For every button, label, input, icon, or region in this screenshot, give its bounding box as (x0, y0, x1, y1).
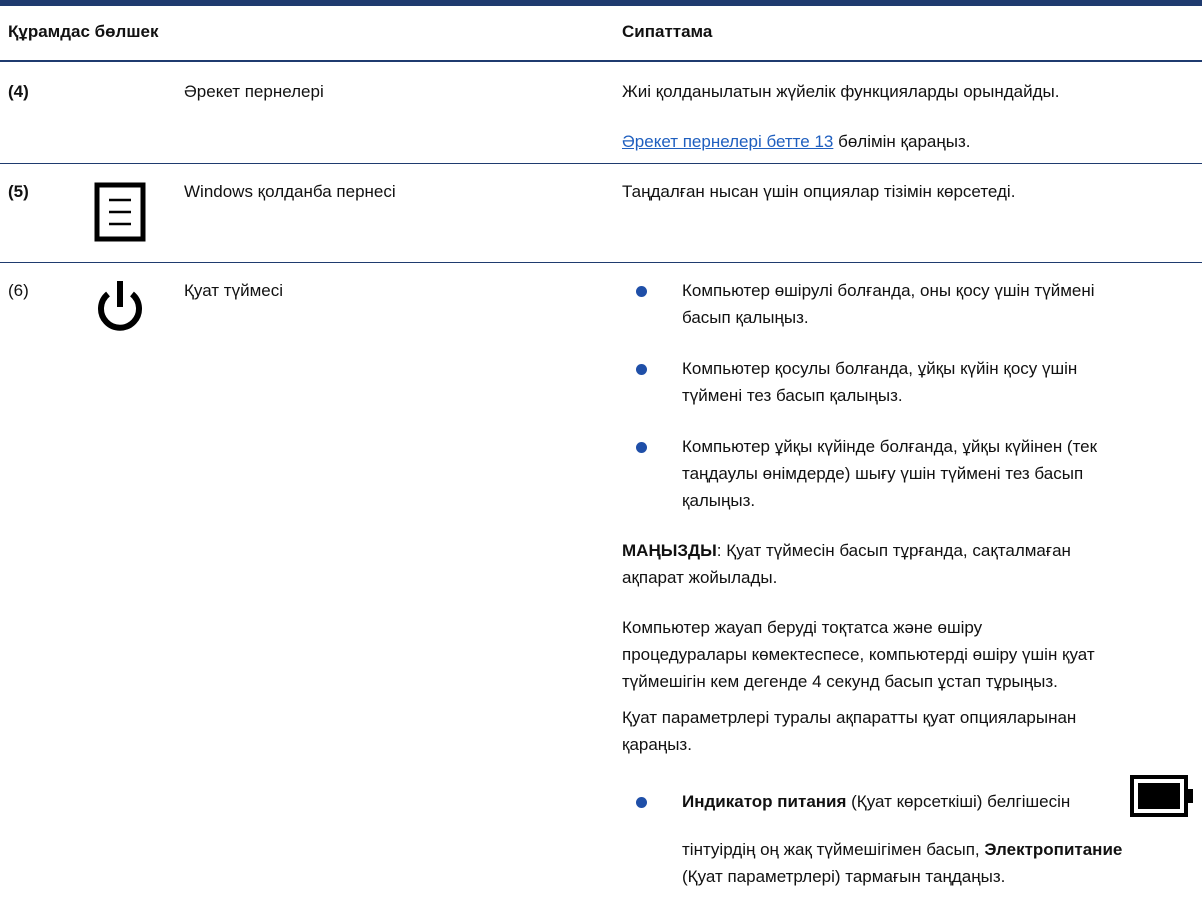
row-4-name: Әрекет пернелері (184, 82, 324, 101)
power-options-paragraph: Қуат параметрлері туралы ақпаратты қуат опцияларынан қараңыз. (622, 708, 1077, 754)
bullet-point (636, 797, 647, 808)
row-4-description: Жиі қолданылатын жүйелік функцияларды орындайды. (622, 82, 1060, 101)
power-icon (94, 279, 146, 335)
bullet-point (636, 364, 647, 375)
important-label: МАҢЫЗДЫ (622, 541, 717, 560)
bullet-point (636, 286, 647, 297)
column-header-description: Сипаттама (622, 22, 713, 41)
battery-icon (1130, 775, 1196, 817)
row-5-number: (5) (8, 182, 29, 201)
menu-key-icon (94, 182, 148, 244)
bullet-2: Компьютер қосулы болғанда, ұйқы күйін қосу үшін түймені тез басып қалыңыз. (682, 359, 1078, 405)
header-rule (0, 60, 1202, 62)
row-4-number: (4) (8, 82, 29, 101)
row-5-description: Таңдалған нысан үшін опциялар тізімін көрсетеді. (622, 182, 1016, 201)
row-6-number: (6) (8, 281, 29, 300)
row-5-name: Windows қолданба пернесі (184, 182, 396, 201)
row-separator (0, 262, 1202, 263)
action-keys-link[interactable]: Әрекет пернелері бетте 13 (622, 132, 834, 151)
bullet-point (636, 442, 647, 453)
bullet-4-line-2: тінтуірдің оң жақ түймешігімен басып, Электропитание (Қуат параметрлері) тармағын таңдаңыз. (682, 840, 1123, 886)
row-4-reference-suffix: бөлімін қараңыз. (833, 132, 971, 151)
bullet-4-line-1: Индикатор питания (Қуат көрсеткіші) белгішесін (682, 792, 1071, 811)
shutdown-paragraph: Компьютер жауап беруді тоқтатса және өшіру процедуралары көмектеспесе, компьютерді өшіру үшін қуат түймешігін кем дегенде 4 секунд басып ұстап тұрыңыз. (622, 618, 1095, 691)
column-header-component: Құрамдас бөлшек (8, 22, 159, 41)
important-note: МАҢЫЗДЫ: Қуат түймесін басып тұрғанда, сақталмаған ақпарат жойылады. (622, 541, 1071, 587)
row-4-reference (622, 128, 970, 155)
bullet-3: Компьютер ұйқы күйінде болғанда, ұйқы күйінен (тек таңдаулы өнімдерде) шығу үшін түймені тез басып қалыңыз. (682, 437, 1098, 510)
table-top-rule (0, 0, 1202, 6)
row-6-name: Қуат түймесі (184, 281, 284, 300)
row-separator (0, 163, 1202, 164)
bullet-1: Компьютер өшірулі болғанда, оны қосу үшін түймені басып қалыңыз. (682, 281, 1095, 327)
